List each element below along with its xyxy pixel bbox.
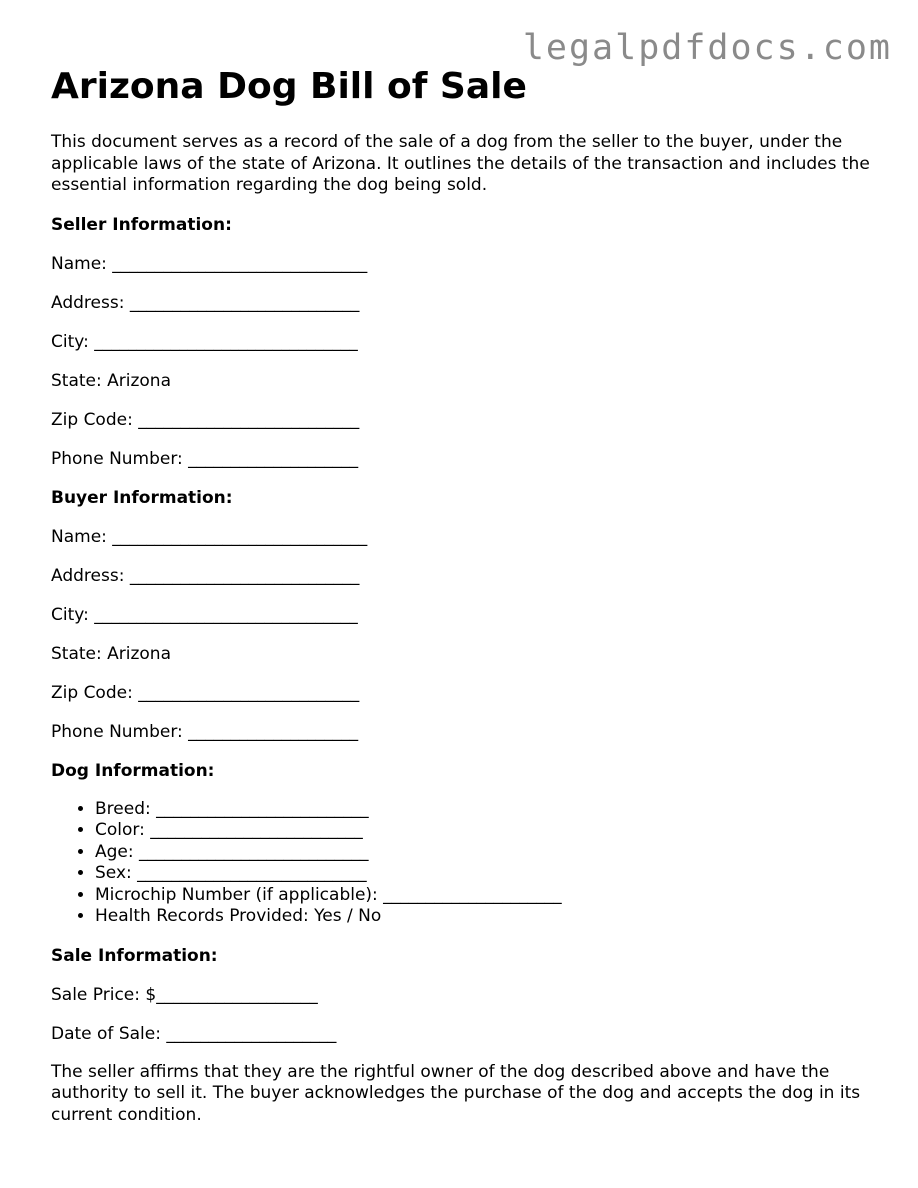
seller-city-field[interactable]: City: _______________________________: [51, 331, 358, 352]
buyer-name-field[interactable]: Name: ______________________________: [51, 526, 368, 547]
seller-zip-field[interactable]: Zip Code: __________________________: [51, 409, 360, 430]
watermark-logo: legalpdfdocs.com: [522, 28, 892, 68]
seller-address-field[interactable]: Address: ___________________________: [51, 292, 360, 313]
dog-age-field[interactable]: • Age: ___________________________: [95, 842, 881, 864]
seller-section-heading: Seller Information:: [51, 214, 232, 235]
dog-health-records-field[interactable]: • Health Records Provided: Yes / No: [95, 906, 881, 928]
buyer-phone-field[interactable]: Phone Number: ____________________: [51, 721, 359, 742]
closing-paragraph: The seller affirms that they are the rightful owner of the dog described above and have the authority to sell it. The buyer acknowledges the purchase of the dog and accepts the dog in its current condition.: [51, 1061, 861, 1125]
dog-sex-field[interactable]: • Sex: ___________________________: [95, 863, 881, 885]
page-title: Arizona Dog Bill of Sale: [51, 66, 527, 107]
dog-breed-field[interactable]: • Breed: _________________________: [95, 799, 881, 821]
sale-date-field[interactable]: Date of Sale: ____________________: [51, 1023, 337, 1044]
seller-phone-field[interactable]: Phone Number: ____________________: [51, 448, 359, 469]
sale-section-heading: Sale Information:: [51, 945, 218, 966]
dog-microchip-field[interactable]: • Microchip Number (if applicable): _____________________: [95, 885, 881, 907]
buyer-zip-field[interactable]: Zip Code: __________________________: [51, 682, 360, 703]
buyer-state-field: State: Arizona: [51, 643, 171, 664]
seller-state-field: State: Arizona: [51, 370, 171, 391]
dog-color-field[interactable]: • Color: _________________________: [95, 820, 881, 842]
dog-section-heading: Dog Information:: [51, 760, 215, 781]
intro-paragraph: This document serves as a record of the sale of a dog from the seller to the buyer, under the applicable laws of the state of Arizona. It outlines the details of the transaction and includes the essential information regarding the dog being sold.: [51, 132, 870, 195]
seller-name-field[interactable]: Name: ______________________________: [51, 253, 368, 274]
buyer-section-heading: Buyer Information:: [51, 487, 233, 508]
sale-price-field[interactable]: Sale Price: $___________________: [51, 984, 318, 1005]
buyer-city-field[interactable]: City: _______________________________: [51, 604, 358, 625]
dog-info-list: [51, 799, 881, 928]
buyer-address-field[interactable]: Address: ___________________________: [51, 565, 360, 586]
document-page: [51, 64, 881, 1126]
